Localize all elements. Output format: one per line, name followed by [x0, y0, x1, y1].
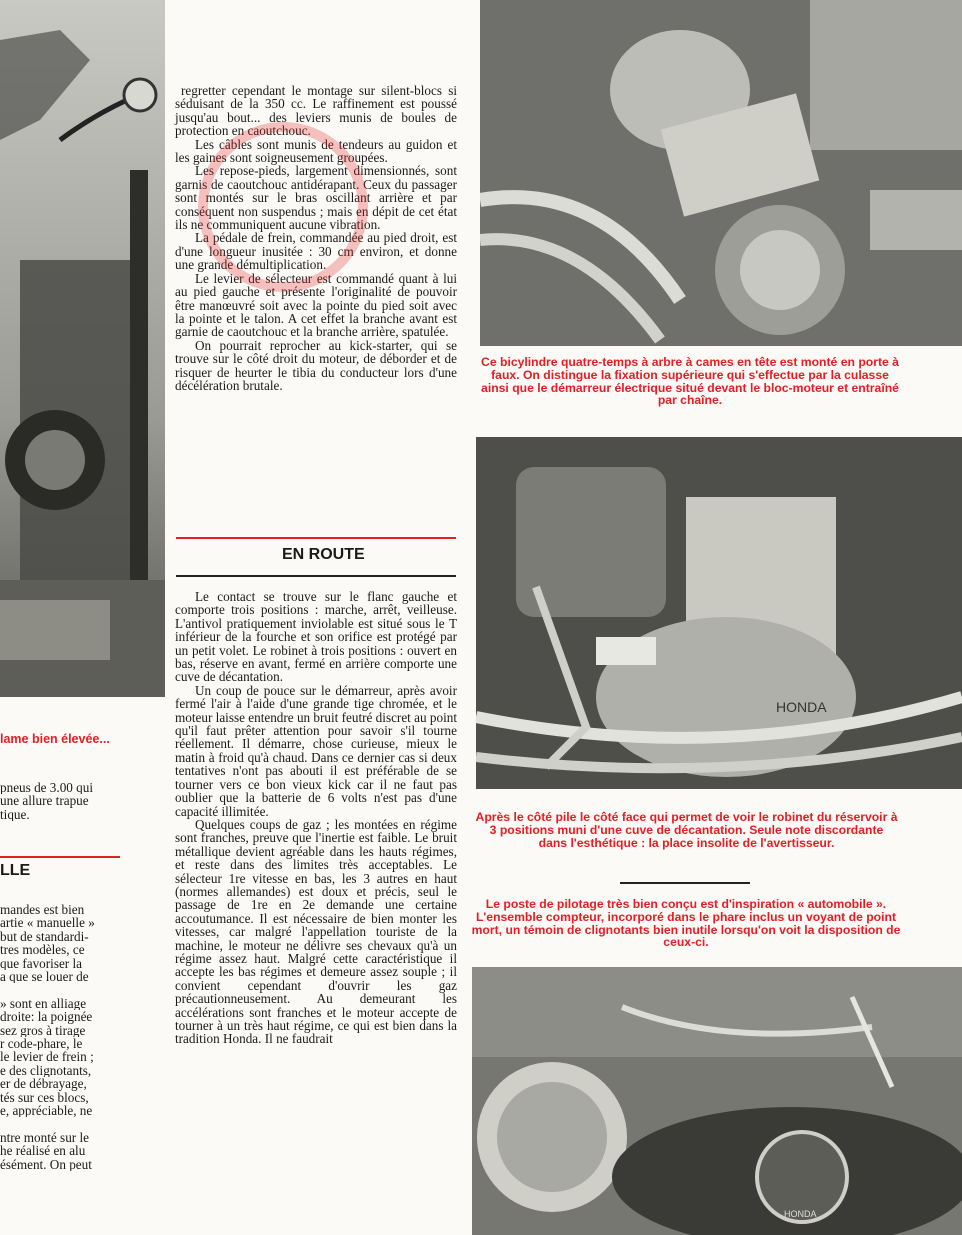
left-section-rule — [0, 856, 120, 858]
paragraph: On pourrait reprocher au kick-starter, qui se trouve sur le côté droit du moteur, de déborder et de risquer de heurter le tibia du conducteur lors d'une décélération brutale. — [175, 337, 457, 393]
left-line: mandes est bien — [0, 903, 85, 917]
section-heading-en-route: EN ROUTE — [282, 546, 365, 563]
cockpit-photo — [472, 967, 962, 1235]
left-text-block-1 — [0, 781, 120, 821]
left-line: r code-phare, le — [0, 1037, 83, 1051]
cockpit-caption: Le poste de pilotage très bien conçu est d'inspiration « automobile ». L'ensemble compteur, incorporé dans le phare inclus un voyant de point mort, un témoin de clignotants bien inutile lorsqu'on voit la disposition de ceux-ci. — [471, 897, 901, 950]
paragraph: La pédale de frein, commandée au pied droit, est d'une longueur inusitée : 30 cm environ, et donne une grande démultiplication. — [175, 230, 457, 273]
left-line: une allure trapue — [0, 794, 89, 808]
left-line: » sont en alliage — [0, 996, 87, 1011]
left-line: droite: la poignée — [0, 1010, 93, 1024]
left-line: he réalisé en alu — [0, 1144, 86, 1158]
paragraph: Les repose-pieds, largement dimensionnés, sont garnis de caoutchouc antidérapant. Ceux du passager sont montés sur le bras oscillant arrière et par conséquent non suspendus ; mais en dépit de cet état ils ne communiquent aucune vibration. — [175, 163, 457, 233]
left-section-heading: LLE — [0, 862, 31, 879]
left-line: e, appréciable, ne — [0, 1104, 93, 1118]
paragraph: Le contact se trouve sur le flanc gauche et comporte trois positions : marche, arrêt, veilleuse. L'antivol pratiquement inviolable est situé sous le T inférieur de la fourche et son orifice est protégé par un petit volet. Le robinet à trois positions : ouvert en bas, réserve en avant, fermé en arrière comporte une cuve de décantation. — [175, 589, 457, 685]
left-line: tique. — [0, 807, 30, 822]
left-line: que favoriser la — [0, 956, 83, 971]
middle-text-bottom — [175, 590, 457, 1046]
left-line: a que se louer de — [0, 970, 89, 984]
section-rule-top — [176, 537, 456, 539]
left-line — [0, 1117, 120, 1130]
engine-cover-honda-text: HONDA — [776, 699, 827, 715]
engine-side-image — [476, 437, 962, 789]
street-scene-image — [0, 0, 165, 697]
paragraph: Les câbles sont munis de tendeurs au guidon et les gaines sont soigneusement groupées. — [175, 136, 457, 166]
engine-image — [480, 0, 962, 346]
left-line: but de standardi- — [0, 929, 89, 944]
watermark-stamp — [198, 122, 368, 292]
left-caption: lame bien élevée... — [0, 733, 110, 746]
left-line: ntre monté sur le — [0, 1130, 89, 1145]
left-line: pneus de 3.00 qui — [0, 781, 94, 795]
cockpit-image — [472, 967, 962, 1235]
engine-photo — [480, 0, 962, 346]
left-line: e des clignotants, — [0, 1063, 92, 1078]
section-rule-bottom — [176, 575, 456, 577]
engine-side-photo — [476, 437, 962, 789]
paragraph: Le levier de sélecteur est commandé quant à lui au pied gauche et présente l'originalité de pouvoir être manœuvré soit avec la pointe du pied soit avec la pointe et le talon. A cet effet la branche avant est garnie de caoutchouc et la branche arrière, spatulée. — [175, 270, 457, 340]
left-line: tres modèles, ce — [0, 943, 85, 957]
left-text-block-2 — [0, 903, 120, 1171]
engine-side-caption: Après le côté pile le côté face qui permet de voir le robinet du réservoir à 3 positions muni d'une cuve de décantation. Seule note discordante dans l'esthétique : la place insolite de l'avertisseur. — [475, 810, 898, 850]
left-line: artie « manuelle » — [0, 916, 95, 930]
left-line: sez gros à tirage — [0, 1023, 86, 1038]
left-line: le levier de frein ; — [0, 1050, 94, 1064]
paragraph: Un coup de pouce sur le démarreur, après avoir fermé l'air à l'aide d'une grande tige chromée, et le moteur laisse entendre un bruit feutré discret au point qu'il faut prêter attention pour savoir s'il tourne réellement. Il démarre, chose curieuse, mieux le matin à froid qu'à chaud. Dans ce dernier cas si deux tentatives n'ont pas abouti il est préférable de se tourner vers ce bon vieux kick car il ne faut pas oublier que la batterie de 6 volts n'est pas d'une capacité illimitée. — [175, 682, 457, 819]
left-line: ésément. On peut — [0, 1157, 92, 1172]
left-line: tés sur ces blocs, — [0, 1090, 89, 1105]
paragraph: regretter cependant le montage sur silent-blocs si séduisant de la 350 cc. Le raffinement est poussé jusqu'au bout... des leviers munis de boules de protection en caoutchouc. — [175, 83, 457, 139]
engine-caption: Ce bicylindre quatre-temps à arbre à cames en tête est monté en porte à faux. On distingue la fixation supérieure qui s'effectue par la culasse ainsi que le démarreur électrique situé devant le bloc-moteur et entraîné par chaîne. — [481, 355, 899, 408]
caption-divider — [620, 882, 750, 884]
left-line — [0, 983, 120, 996]
left-line: er de débrayage, — [0, 1077, 87, 1091]
paragraph: Quelques coups de gaz ; les montées en régime sont franches, preuve que l'inertie est faible. Le bruit métallique devient agréable dans les hauts régimes, et reste dans des limites très acceptables. Le sélecteur 1re vitesse en bas, les 3 autres en haut (normes allemandes) est doux et précis, seul le passage de 1re en 2e demande une certaine accoutumance. Il est nécessaire de bien monter les vitesses, car malgré l'appellation touriste de la machine, le moteur ne délivre ses chevaux qu'à un régime assez haut. Malgré cette caractéristique il accepte les bas régimes et demeure assez souple ; il convient cependant d'ouvrir les gaz précautionneusement. Au demeurant les accélérations sont franches et le moteur accepte de tourner à un très haut régime, ce qui est bien dans la tradition Honda. Il ne faudrait — [175, 816, 457, 1047]
left-photo — [0, 0, 165, 697]
tank-badge-honda-text: HONDA — [784, 1209, 817, 1219]
